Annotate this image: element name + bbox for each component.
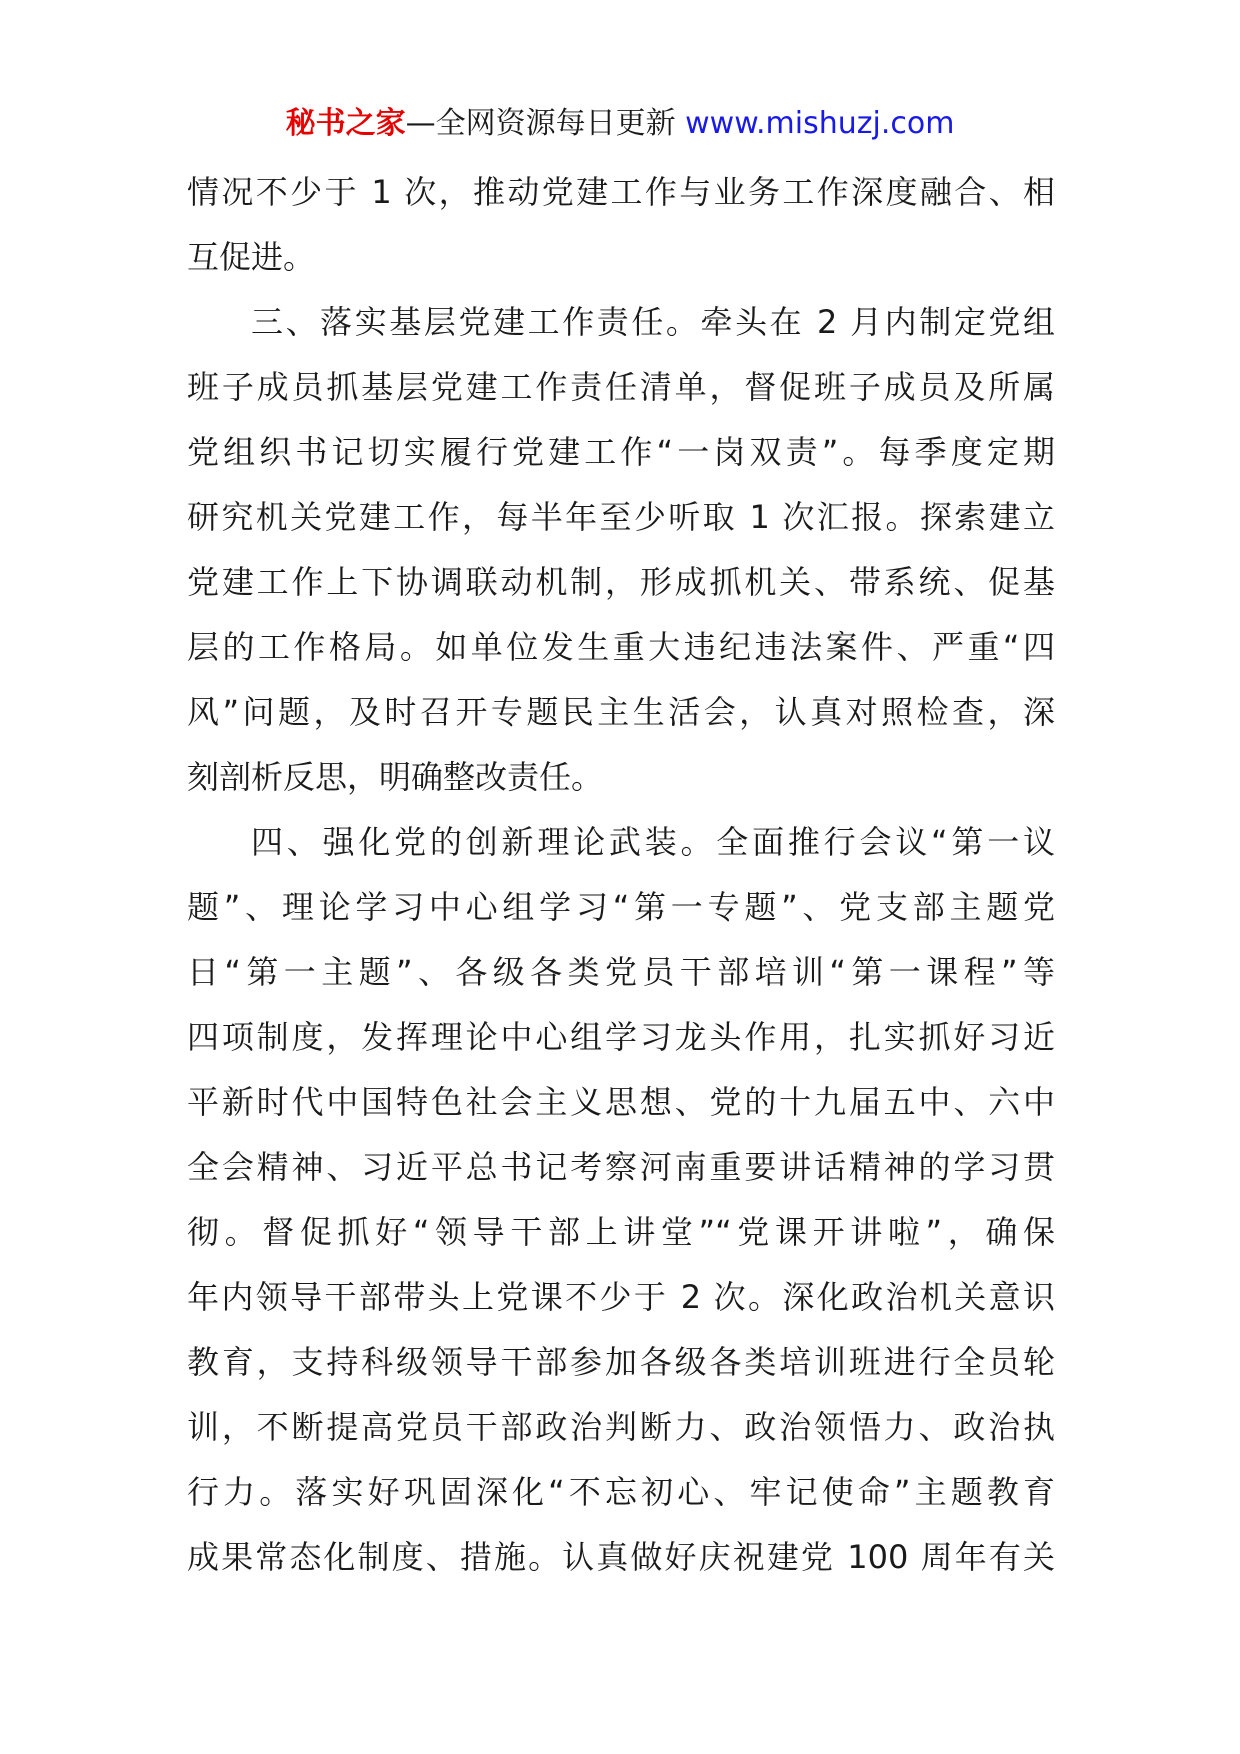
text-line: 全会精神、习近平总书记考察河南重要讲话精神的学习贯	[187, 1148, 1055, 1186]
site-url-link[interactable]: www.mishuzj.com	[685, 106, 955, 141]
text-line: 党建工作上下协调联动机制，形成抓机关、带系统、促基	[187, 563, 1055, 601]
text-line: 年内领导干部带头上党课不少于 2 次。深化政治机关意识	[187, 1278, 1055, 1316]
text-line: 行力。落实好巩固深化“不忘初心、牢记使命”主题教育	[187, 1473, 1055, 1511]
paragraph-start-line: 四、强化党的创新理论武装。全面推行会议“第一议	[251, 823, 1055, 861]
text-line: 刻剖析反思，明确整改责任。	[187, 758, 604, 796]
text-line: 题”、理论学习中心组学习“第一专题”、党支部主题党	[187, 888, 1055, 926]
text-line: 互促进。	[187, 238, 316, 276]
site-brand: 秘书之家	[285, 106, 406, 141]
text-line: 日“第一主题”、各级各类党员干部培训“第一课程”等	[187, 953, 1055, 991]
text-line: 训，不断提高党员干部政治判断力、政治领悟力、政治执	[187, 1408, 1055, 1446]
text-line: 班子成员抓基层党建工作责任清单，督促班子成员及所属	[187, 368, 1055, 406]
site-header	[0, 104, 1240, 144]
text-line: 党组织书记切实履行党建工作“一岗双责”。每季度定期	[187, 433, 1055, 471]
text-line: 研究机关党建工作，每半年至少听取 1 次汇报。探索建立	[187, 498, 1055, 536]
text-line: 风”问题，及时召开专题民主生活会，认真对照检查，深	[187, 693, 1055, 731]
text-line: 情况不少于 1 次，推动党建工作与业务工作深度融合、相	[187, 173, 1055, 211]
text-line: 层的工作格局。如单位发生重大违纪违法案件、严重“四	[187, 628, 1055, 666]
site-tagline: —全网资源每日更新	[405, 106, 686, 141]
text-line: 四项制度，发挥理论中心组学习龙头作用，扎实抓好习近	[187, 1018, 1055, 1056]
text-line: 成果常态化制度、措施。认真做好庆祝建党 100 周年有关	[187, 1538, 1055, 1576]
text-line: 平新时代中国特色社会主义思想、党的十九届五中、六中	[187, 1083, 1055, 1121]
paragraph-start-line: 三、落实基层党建工作责任。牵头在 2 月内制定党组	[251, 303, 1055, 341]
text-line: 彻。督促抓好“领导干部上讲堂”“党课开讲啦”，确保	[187, 1213, 1055, 1251]
text-line: 教育，支持科级领导干部参加各级各类培训班进行全员轮	[187, 1343, 1055, 1381]
document-body	[187, 160, 1055, 1590]
